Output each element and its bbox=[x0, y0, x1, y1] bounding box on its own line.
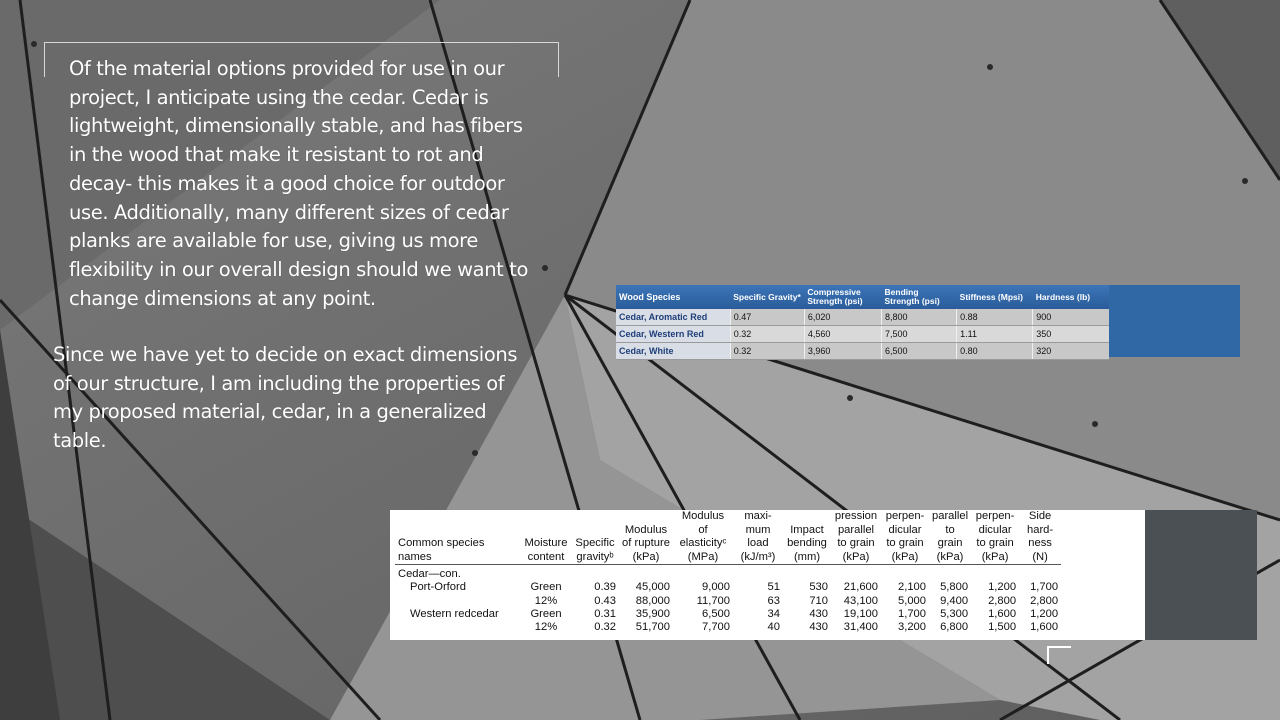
table-cell: 45,000 bbox=[635, 581, 670, 594]
table-header: Modulus of rupture (kPa) bbox=[619, 510, 673, 565]
table-header: maxi- mum load (kJ/m³) bbox=[733, 510, 783, 565]
table-header: Wood Species bbox=[616, 285, 730, 309]
table-row bbox=[616, 326, 1109, 343]
table-cell: 710 bbox=[809, 594, 828, 607]
table-cell: Green bbox=[530, 607, 562, 620]
table-header-row bbox=[395, 510, 1061, 565]
table-cell: 43,100 bbox=[843, 594, 878, 607]
table-cell: 0.88 bbox=[957, 309, 1033, 326]
table-header: pression parallel to grain (kPa) bbox=[831, 510, 881, 565]
table-cell: 7,500 bbox=[882, 326, 957, 343]
table-cell: 63 bbox=[767, 594, 780, 607]
table-cell: 5,300 bbox=[940, 607, 969, 620]
table-cell: 12% bbox=[534, 621, 558, 634]
table-cell: 530 bbox=[809, 581, 828, 594]
table-side-panel bbox=[1145, 510, 1257, 640]
table-header: Modulus of elasticityᶜ (MPa) bbox=[673, 510, 733, 565]
species-cell: Western redcedar bbox=[410, 607, 499, 620]
table-row bbox=[395, 581, 1061, 594]
table-header: perpen- dicular to grain (kPa) bbox=[881, 510, 929, 565]
table-row bbox=[395, 621, 1061, 634]
table-header: Stiffness (Mpsi) bbox=[957, 285, 1033, 309]
table-cell: 6,500 bbox=[882, 343, 957, 360]
species-cell: Cedar, Aromatic Red bbox=[616, 309, 730, 326]
wood-properties-table bbox=[616, 285, 1109, 360]
table-cell: 7,700 bbox=[702, 621, 730, 634]
species-cell: Port-Orford bbox=[410, 581, 466, 594]
table-cell: 0.43 bbox=[594, 594, 616, 607]
table-cell: 8,800 bbox=[882, 309, 957, 326]
table-cell: 11,700 bbox=[696, 594, 730, 607]
paragraph-material-choice: Of the material options provided for use in our project, I anticipate using the cedar. Cedar is lightweight, dimensionally stable, and has fibers in the wood that make it resistant to rot and decay- this makes it a good choice for outdoor use. Additionally, many different sizes of cedar planks are available for use, giving us more flexibility in our overall design should we want to change dimensions at any point. bbox=[69, 57, 528, 310]
table-cell: 6,500 bbox=[702, 607, 730, 620]
table-header: Hardness (lb) bbox=[1033, 285, 1109, 309]
table-row bbox=[616, 343, 1109, 360]
table-cell: 40 bbox=[767, 621, 780, 634]
table-cell: 19,100 bbox=[843, 607, 878, 620]
paragraph-generalized-table: Since we have yet to decide on exact dimensions of our structure, I am including the properties of my proposed material, cedar, in a generalized table. bbox=[53, 343, 518, 453]
table-header-row bbox=[616, 285, 1109, 309]
table-cell: 0.32 bbox=[594, 621, 616, 634]
table-cell: 0.39 bbox=[594, 581, 616, 594]
species-cell bbox=[395, 595, 521, 608]
species-cell: Cedar, Western Red bbox=[616, 326, 730, 343]
table-cell: 1,700 bbox=[1030, 581, 1059, 594]
table-cell: 51 bbox=[767, 581, 780, 594]
cedar-mechanical-table bbox=[395, 510, 1061, 634]
table-cell: 900 bbox=[1033, 309, 1109, 326]
table-header: Moisture content bbox=[521, 510, 571, 565]
table-cell: 12% bbox=[534, 594, 558, 607]
table-cell: 88,000 bbox=[635, 594, 670, 607]
corner-bracket bbox=[1047, 646, 1071, 664]
table-cell: 6,020 bbox=[804, 309, 881, 326]
table-header: perpen- dicular to grain (kPa) bbox=[971, 510, 1019, 565]
table-row bbox=[616, 309, 1109, 326]
table-header: Common species names bbox=[395, 510, 521, 565]
table-cell: 0.32 bbox=[730, 326, 804, 343]
table-cell: 0.32 bbox=[730, 343, 804, 360]
table-cell: 3,200 bbox=[898, 621, 926, 634]
table-cell: 1.11 bbox=[957, 326, 1033, 343]
table-cell: 350 bbox=[1033, 326, 1109, 343]
species-cell: Cedar, White bbox=[616, 343, 730, 360]
table-cell: 21,600 bbox=[843, 581, 878, 594]
table-cell: 1,200 bbox=[988, 581, 1017, 594]
table-cell: 3,960 bbox=[804, 343, 881, 360]
table-header: parallel to grain (kPa) bbox=[929, 510, 971, 565]
table-cell: 9,400 bbox=[940, 594, 969, 607]
table-cell: 430 bbox=[809, 607, 828, 620]
species-cell bbox=[395, 621, 521, 634]
table-cell: 4,560 bbox=[804, 326, 881, 343]
table-cell: 320 bbox=[1033, 343, 1109, 360]
table-row bbox=[395, 595, 1061, 608]
group-row bbox=[395, 565, 1061, 582]
table-cell: 0.47 bbox=[730, 309, 804, 326]
table-header: Compressive Strength (psi) bbox=[804, 285, 881, 309]
table-header: Specific gravityᵇ bbox=[571, 510, 619, 565]
table-cell: 1,600 bbox=[988, 607, 1017, 620]
table-cell: 2,100 bbox=[898, 581, 926, 594]
table-cell: 34 bbox=[767, 607, 780, 620]
group-label: Cedar—con. bbox=[398, 568, 461, 580]
table-cell: 9,000 bbox=[702, 581, 730, 594]
table-cell: 5,800 bbox=[940, 581, 969, 594]
table-header: Side hard- ness (N) bbox=[1019, 510, 1061, 565]
table-cell: 2,800 bbox=[988, 594, 1017, 607]
table-cell: 2,800 bbox=[1030, 594, 1059, 607]
table-cell: 6,800 bbox=[940, 621, 969, 634]
table-cell: 0.31 bbox=[594, 607, 616, 620]
cedar-mechanical-table-image bbox=[390, 510, 1145, 640]
table-header: Specific Gravity* bbox=[730, 285, 804, 309]
table-row bbox=[395, 608, 1061, 621]
table-cell: 5,000 bbox=[898, 594, 926, 607]
table-cell: 1,200 bbox=[1030, 607, 1059, 620]
wood-properties-table-image bbox=[616, 285, 1240, 357]
table-cell: 1,500 bbox=[988, 621, 1017, 634]
table-cell: 51,700 bbox=[635, 621, 670, 634]
table-header: Bending Strength (psi) bbox=[882, 285, 957, 309]
table-cell: 31,400 bbox=[843, 621, 878, 634]
table-cell: 430 bbox=[809, 621, 828, 634]
table-cell: 1,600 bbox=[1030, 621, 1059, 634]
table-header: Impact bending (mm) bbox=[783, 510, 831, 565]
table-cell: 1,700 bbox=[898, 607, 926, 620]
table-cell: Green bbox=[530, 581, 562, 594]
table-cell: 35,900 bbox=[635, 607, 670, 620]
table-cell: 0.80 bbox=[957, 343, 1033, 360]
